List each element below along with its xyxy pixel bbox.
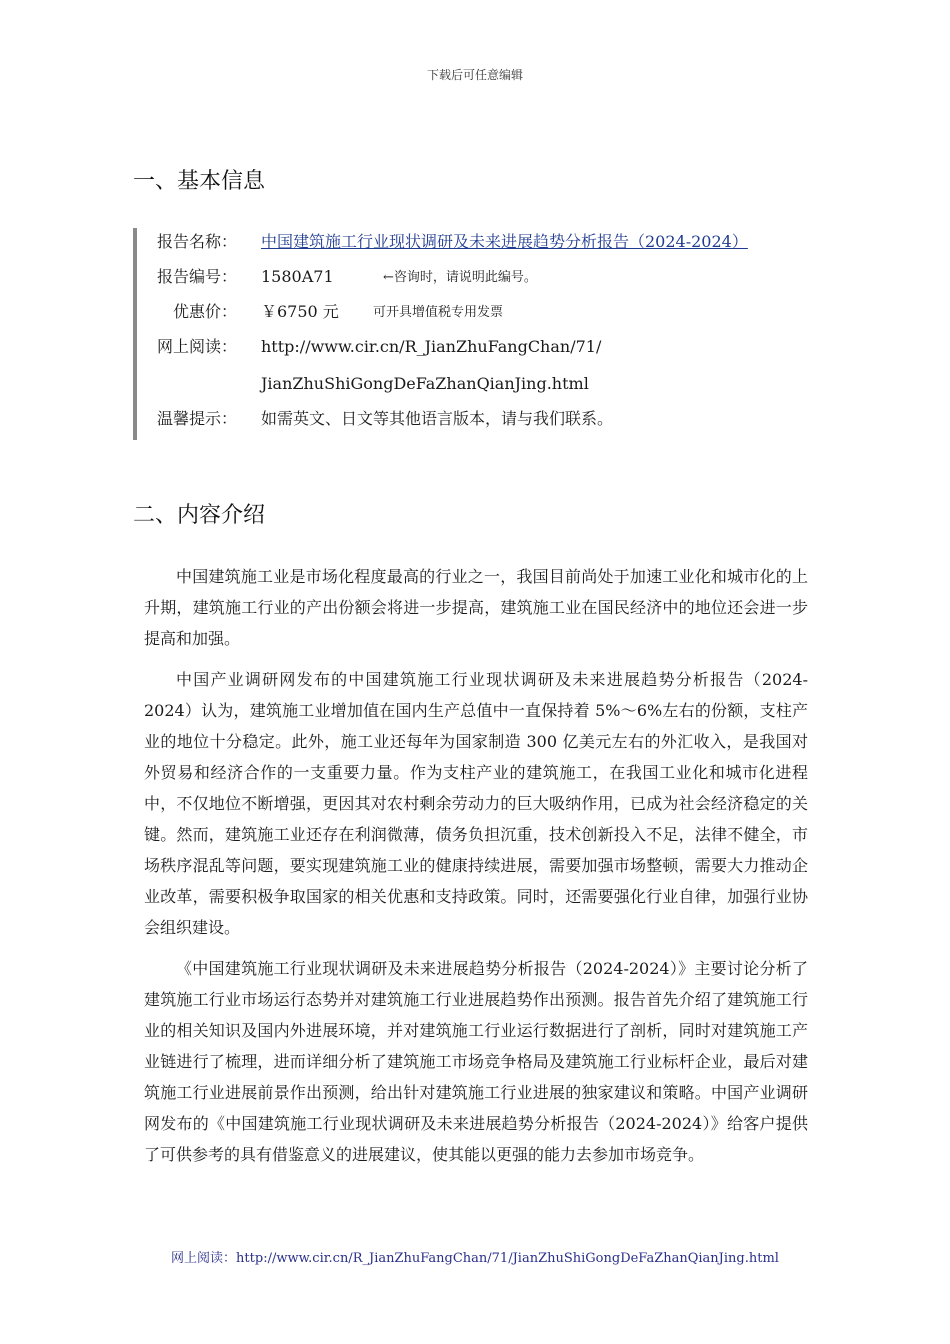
report-code-value: 1580A71 xyxy=(261,267,334,286)
tip-label: 温馨提示： xyxy=(157,409,238,428)
paragraph-2: 中国产业调研网发布的中国建筑施工行业现状调研及未来进展趋势分析报告（2024-2024）认为，建筑施工业增加值在国内生产总值中一直保持着 5%～6%左右的份额，支柱产业的地位十分稳定。此外，施工业还每年为国家制造 300 亿美元左右的外汇收入，是我国对外贸易和经济合作的一支重要力量。作为支柱产业的建筑施工，在我国工业化和城市化进程中，不仅地位不断增强，更因其对农村剩余劳动力的巨大吸纳作用，已成为社会经济稳定的关键。然而，建筑施工业还存在利润微薄，债务负担沉重，技术创新投入不足，法律不健全，市场秩序混乱等问题，要实现建筑施工业的健康持续进展，需要加强市场整顿，需要大力推动企业改革，需要积极争取国家的相关优惠和支持政策。同时，还需要强化行业自律，加强行业协会组织建设。 xyxy=(144,670,808,937)
report-name-link[interactable]: 中国建筑施工行业现状调研及未来进展趋势分析报告（2024-2024） xyxy=(261,232,748,251)
header-note: 下载后可任意编辑 xyxy=(426,68,523,82)
price-label: 优惠价： xyxy=(172,302,237,321)
online-read-url-line1[interactable]: http://www.cir.cn/R_JianZhuFangChan/71/ xyxy=(261,337,602,356)
section-title-content-intro: 二、内容介绍 xyxy=(133,503,266,528)
report-code-note: ←咨询时，请说明此编号。 xyxy=(383,270,537,285)
online-read-url-line2[interactable]: JianZhuShiGongDeFaZhanQianJing.html xyxy=(261,374,589,393)
paragraph-3: 《中国建筑施工行业现状调研及未来进展趋势分析报告（2024-2024）》主要讨论分析了建筑施工行业市场运行态势并对建筑施工行业进展趋势作出预测。报告首先介绍了建筑施工行业的相关知识及国内外进展环境，并对建筑施工行业运行数据进行了剖析，同时对建筑施工产业链进行了梳理，进而详细分析了建筑施工市场竞争格局及建筑施工行业标杆企业，最后对建筑施工行业进展前景作出预测，给出针对建筑施工行业进展的独家建议和策略。中国产业调研网发布的《中国建筑施工行业现状调研及未来进展趋势分析报告（2024-2024）》给客户提供了可供参考的具有借鉴意义的进展建议，使其能以更强的能力去参加市场竞争。 xyxy=(144,959,808,1164)
online-read-label: 网上阅读： xyxy=(157,337,238,356)
tip-value: 如需英文、日文等其他语言版本，请与我们联系。 xyxy=(261,409,614,428)
price-value: ￥6750 元 xyxy=(261,302,339,321)
footer-online-read[interactable]: 网上阅读：http://www.cir.cn/R_JianZhuFangChan/71/JianZhuShiGongDeFaZhanQianJing.html xyxy=(171,1251,779,1266)
report-name-label: 报告名称： xyxy=(157,232,238,251)
report-code-label: 报告编号： xyxy=(157,267,238,286)
content-body xyxy=(144,561,808,1180)
price-note: 可开具增值税专用发票 xyxy=(373,305,504,320)
paragraph-1: 中国建筑施工业是市场化程度最高的行业之一，我国目前尚处于加速工业化和城市化的上升期，建筑施工行业的产出份额会将进一步提高，建筑施工业在国民经济中的地位还会进一步提高和加强。 xyxy=(144,567,808,648)
basic-info-box xyxy=(133,228,817,440)
section-title-basic-info: 一、基本信息 xyxy=(133,169,266,194)
